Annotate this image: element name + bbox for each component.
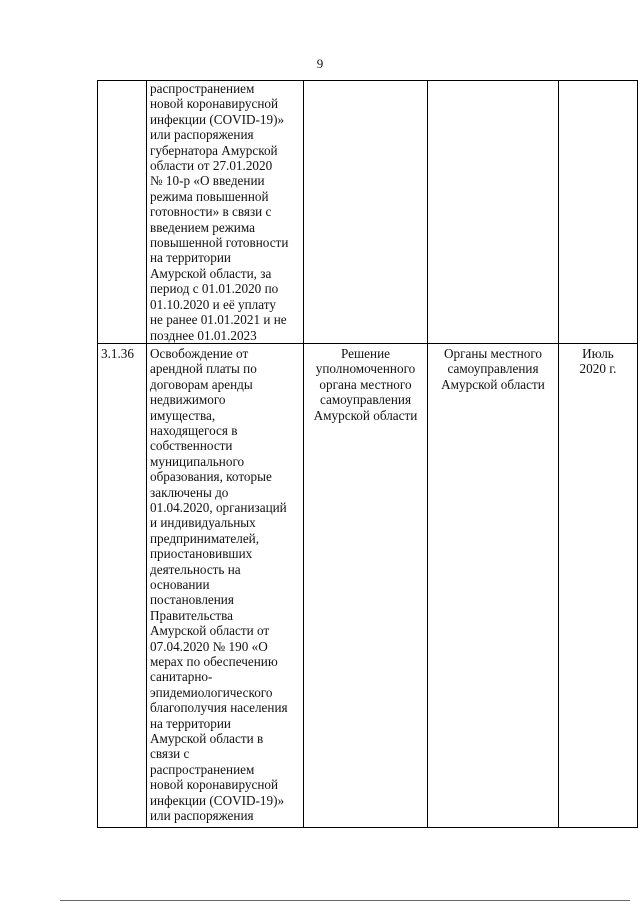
text-line: недвижимого <box>150 392 226 408</box>
text-line: благополучия населения <box>150 700 288 716</box>
text-line: и индивидуальных <box>150 515 256 531</box>
text-line: основании <box>150 577 210 592</box>
text-line: губернатора Амурской <box>150 142 278 158</box>
cell-number: 3.1.36 <box>98 343 147 827</box>
cell-description <box>147 81 304 344</box>
text-line: договорам аренды <box>150 376 253 392</box>
text-line: имущества, <box>150 407 216 423</box>
measures-table <box>97 80 638 828</box>
table-row <box>98 81 638 344</box>
text-line: на территории <box>150 715 231 731</box>
cell-number <box>98 81 147 344</box>
page-number: 9 <box>316 56 324 71</box>
text-line: новой коронавирусной <box>150 777 279 793</box>
text-line: образования, которые <box>150 469 272 485</box>
cell-basis <box>304 81 428 344</box>
text-line: период с 01.01.2020 по <box>150 281 279 297</box>
cell-executor <box>428 343 559 827</box>
text-line: инфекции (COVID-19)» <box>150 111 285 127</box>
text-line: или распоряжения <box>150 127 254 143</box>
scan-edge-line <box>60 900 630 901</box>
text-line: муниципального <box>150 453 245 469</box>
text-line: № 10-р «О введении <box>150 173 265 189</box>
text-line: самоуправления <box>447 361 539 377</box>
cell-executor <box>428 81 559 344</box>
text-line: Решение <box>341 345 390 361</box>
text-line: позднее 01.01.2023 <box>150 327 257 343</box>
text-line: самоуправления <box>319 392 412 408</box>
text-line: Амурской области <box>313 407 418 423</box>
text-line: 07.04.2020 № 190 «О <box>150 638 268 654</box>
cell-date <box>559 343 638 827</box>
text-line: области от 27.01.2020 <box>150 158 273 174</box>
cell-description <box>147 343 304 827</box>
text-line: 01.10.2020 и её уплату <box>150 296 276 312</box>
text-line: на территории <box>150 250 231 266</box>
text-line: заключены до <box>150 484 229 500</box>
text-line: инфекции (COVID-19)» <box>150 792 285 808</box>
text-line: 01.04.2020, организаций <box>150 499 287 515</box>
text-line: постановления <box>150 592 234 608</box>
text-line: находящегося в <box>150 422 238 438</box>
text-line: эпидемиологического <box>150 684 273 700</box>
text-line: Амурской области от <box>150 623 270 639</box>
text-line: Амурской области <box>441 376 545 392</box>
text-line: связи с <box>150 746 190 762</box>
text-line: мерах по обеспечению <box>150 654 278 670</box>
text-line: Амурской области в <box>150 731 264 747</box>
text-line: органа местного <box>319 376 412 392</box>
text-line: не ранее 01.01.2021 и не <box>150 312 287 328</box>
text-line: 2020 г. <box>579 361 617 377</box>
text-line: деятельность на <box>150 561 241 577</box>
text-line: санитарно- <box>150 669 213 685</box>
text-line: распространением <box>150 81 255 96</box>
text-line: или распоряжения <box>150 808 254 824</box>
text-line: режима повышенной <box>150 188 269 204</box>
text-line: Амурской области, за <box>150 265 272 281</box>
text-line: введением режима <box>150 219 255 235</box>
text-line: предпринимателей, <box>150 530 260 546</box>
text-line: повышенной готовности <box>150 235 289 251</box>
text-line: уполномоченного <box>315 361 416 377</box>
text-line: Органы местного <box>443 345 543 361</box>
text-line: собственности <box>150 438 233 454</box>
text-line: готовности» в связи с <box>150 204 272 220</box>
text-line: Освобождение от <box>150 345 249 361</box>
text-line: новой коронавирусной <box>150 96 279 112</box>
text-line: приостановивших <box>150 546 253 562</box>
cell-date <box>559 81 638 344</box>
text-line: Июль <box>582 345 614 361</box>
text-line: арендной платы по <box>150 361 257 377</box>
text-line: распространением <box>150 761 255 777</box>
table-row <box>98 343 638 827</box>
cell-basis <box>304 343 428 827</box>
text-line: Правительства <box>150 607 233 623</box>
